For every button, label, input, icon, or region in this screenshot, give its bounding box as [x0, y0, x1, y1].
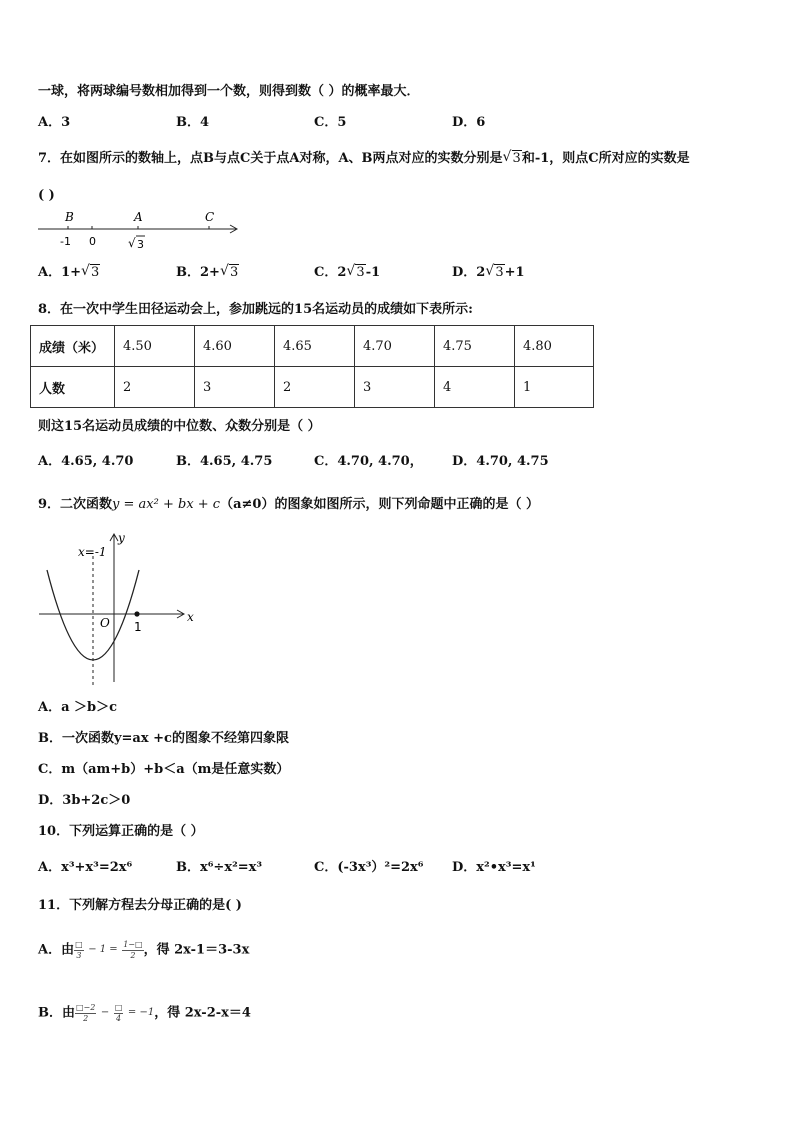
q7-sqrt-value: 3 — [512, 151, 521, 166]
q7-option-d-suffix: +1 — [504, 265, 525, 280]
q11-option-a-middle: − 1 = — [88, 944, 118, 955]
q11-option-a-prefix: A．由 — [38, 942, 75, 958]
q7-option-a-sqrt-value: 3 — [91, 265, 100, 280]
q7-option-d-sqrt-value: 3 — [495, 265, 504, 280]
q8-question: 则这15名运动员成绩的中位数、众数分别是（ ） — [38, 419, 321, 434]
tick-label-sqrt-radical: √ — [128, 236, 136, 250]
x-axis-label: x — [187, 610, 194, 624]
label-b: B — [65, 210, 74, 224]
q11-option-a-fraction-2 — [122, 940, 143, 961]
q10-option-b: B．x⁶÷x²=x³ — [176, 860, 263, 875]
fraction-numerator: □−2 — [76, 1002, 96, 1012]
root-label: 1 — [134, 620, 142, 634]
q8-stem: 8．在一次中学生田径运动会上，参加跳远的15名运动员的成绩如下表所示: — [38, 302, 473, 317]
q11-option-b-fraction-2 — [114, 1003, 124, 1024]
q11-option-a-fraction-1 — [74, 940, 84, 961]
axis-of-symmetry-label: x=-1 — [78, 545, 107, 559]
q7-option-c — [314, 265, 380, 281]
q7-paren: ( ) — [38, 188, 55, 203]
fraction-numerator: □ — [114, 1002, 123, 1012]
q6-option-d: D．6 — [452, 115, 486, 130]
q8-option-d: D．4.70, 4.75 — [452, 454, 549, 469]
q7-option-c-prefix: C．2 — [314, 265, 347, 280]
q7-option-a-sqrt: √ 3 — [81, 263, 100, 280]
q9-parabola-figure — [36, 530, 206, 690]
fraction-numerator: □ — [75, 939, 83, 949]
q7-option-b — [176, 265, 239, 281]
q11-option-a-result: ，得 2x-1＝3-3x — [143, 942, 250, 958]
q11-option-b — [38, 993, 251, 1034]
q8-option-c: C．4.70, 4.70， — [314, 454, 423, 469]
q7-option-a-prefix: A．1+ — [38, 265, 82, 280]
q7-option-d-sqrt: √ 3 — [485, 263, 504, 280]
q11-option-b-result: ，得 2x-2-x＝4 — [154, 1005, 251, 1021]
q7-option-b-sqrt-value: 3 — [229, 265, 239, 280]
q11-stem: 11．下列解方程去分母正确的是( ) — [38, 898, 242, 913]
q7-sqrt-symbol: √ 3 — [502, 149, 521, 166]
q10-option-c: C．(-3x³）²=2x⁶ — [314, 860, 424, 875]
q11-option-b-middle: − — [100, 1007, 110, 1018]
q6-option-c: C．5 — [314, 115, 347, 130]
origin-label: O — [100, 616, 110, 630]
table-header-cell: 人数 — [31, 367, 115, 408]
q8-option-a: A．4.65, 4.70 — [38, 454, 134, 469]
q11-option-b-fraction-1 — [75, 1003, 96, 1024]
fraction-numerator: 1−□ — [123, 939, 143, 949]
tick-label-sqrt-value: 3 — [137, 238, 144, 251]
q7-stem — [38, 151, 690, 167]
q9-option-c: C．m（am+b）+b＜a（m是任意实数） — [38, 762, 290, 777]
q9-stem — [38, 497, 539, 513]
table-cell: 4.65 — [275, 326, 355, 367]
q9-option-a: A．a ＞b＞c — [38, 700, 118, 715]
table-cell: 4.70 — [355, 326, 435, 367]
q7-stem-part2: 和-1，则点C所对应的实数是 — [521, 151, 690, 166]
q9-formula: y = ax² + bx + c — [112, 497, 221, 512]
table-cell: 4.75 — [435, 326, 515, 367]
q7-option-c-sqrt-value: 3 — [356, 265, 365, 280]
fraction-denominator: 2 — [130, 950, 136, 960]
q9-option-b: B．一次函数y=ax +c的图象不经第四象限 — [38, 731, 289, 746]
fraction-denominator: 4 — [116, 1013, 122, 1023]
table-cell: 2 — [275, 367, 355, 408]
tick-label-0: 0 — [89, 235, 96, 248]
q7-option-a — [38, 265, 100, 281]
q6-option-b: B．4 — [176, 115, 210, 130]
q7-option-b-prefix: B．2+ — [176, 265, 220, 280]
table-cell: 4.60 — [195, 326, 275, 367]
q10-stem: 10．下列运算正确的是（ ） — [38, 824, 204, 839]
table-row — [31, 326, 594, 367]
q10-option-a: A．x³+x³=2x⁶ — [38, 860, 133, 875]
q9-stem-part2: （a≠0）的图象如图所示，则下列命题中正确的是（ ） — [220, 497, 539, 512]
q7-option-d-prefix: D．2 — [452, 265, 486, 280]
q6-option-a: A．3 — [38, 115, 71, 130]
table-cell: 4.80 — [515, 326, 594, 367]
table-cell: 1 — [515, 367, 594, 408]
q10-option-d: D．x²•x³=x¹ — [452, 860, 536, 875]
table-cell: 4.50 — [115, 326, 195, 367]
q7-number-line-figure — [36, 206, 246, 256]
tick-label-neg1: -1 — [60, 235, 71, 248]
q8-score-table — [30, 325, 594, 408]
q9-stem-part1: 9．二次函数 — [38, 497, 113, 512]
y-axis-label: y — [118, 531, 125, 545]
table-cell: 3 — [195, 367, 275, 408]
q7-stem-part1: 7．在如图所示的数轴上，点B与点C关于点A对称，A、B两点对应的实数分别是 — [38, 151, 503, 166]
table-cell: 2 — [115, 367, 195, 408]
q11-option-b-prefix: B．由 — [38, 1005, 75, 1021]
table-row — [31, 367, 594, 408]
table-cell: 3 — [355, 367, 435, 408]
q9-option-d: D．3b+2c＞0 — [38, 793, 131, 808]
q7-option-c-suffix: -1 — [365, 265, 381, 280]
fraction-denominator: 3 — [76, 950, 82, 960]
table-header-cell: 成绩（米） — [31, 326, 115, 367]
q6-tail-text: 一球，将两球编号数相加得到一个数，则得到数（ ）的概率最大． — [38, 84, 420, 99]
fraction-denominator: 2 — [83, 1013, 89, 1023]
q11-option-b-equals: = −1 — [127, 1007, 155, 1018]
table-cell: 4 — [435, 367, 515, 408]
q7-option-d — [452, 265, 525, 281]
q7-option-b-sqrt: √ 3 — [219, 263, 239, 280]
q11-option-a — [38, 930, 249, 971]
q7-option-c-sqrt: √ 3 — [346, 263, 365, 280]
root-point — [134, 611, 139, 616]
q8-option-b: B．4.65, 4.75 — [176, 454, 273, 469]
label-a: A — [134, 210, 143, 224]
label-c: C — [205, 210, 215, 224]
